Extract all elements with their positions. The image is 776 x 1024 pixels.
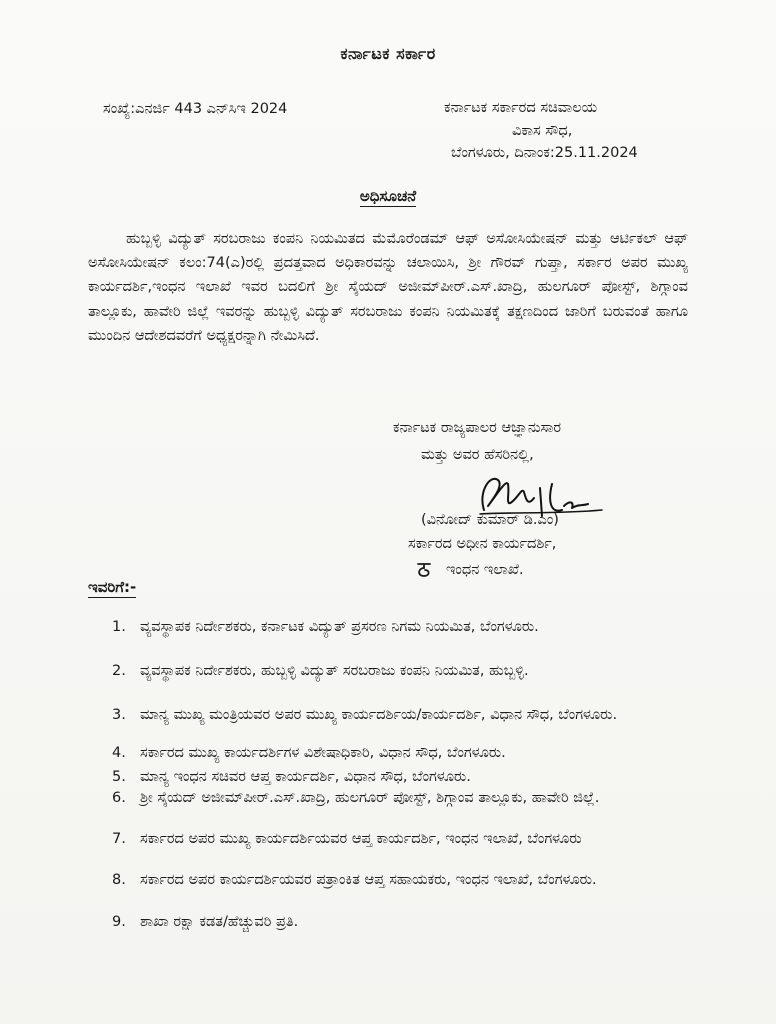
notification-title-text: ಅಧಿಸೂಚನೆ — [359, 187, 417, 205]
address-line-2: ವಿಕಾಸ ಸೌಧ, — [512, 123, 573, 139]
address-line-1: ಕರ್ನಾಟಕ ಸರ್ಕಾರದ ಸಚಿವಾಲಯ — [444, 100, 598, 116]
signatory-designation: ಸರ್ಕಾರದ ಅಧೀನ ಕಾರ್ಯದರ್ಶಿ, — [408, 536, 557, 552]
recipient-number: 1. — [112, 619, 126, 635]
signatory-department — [414, 560, 524, 580]
recipient-number: 4. — [112, 745, 126, 761]
recipient-item — [112, 661, 692, 682]
recipient-number: 9. — [112, 914, 126, 930]
recipient-item — [112, 912, 692, 933]
recipient-text: ಶ್ರೀ ಸೈಯದ್ ಅಜೀಮ್‌ಪೀರ್.ಎಸ್.ಖಾದ್ರಿ, ಹುಲಗೂರ್ ಪೋಸ್ಟ್, ಶಿಗ್ಗಾಂವ ತಾಲ್ಲೂಕು, ಹಾವೇರಿ ಜಿಲ್ಲೆ. — [140, 790, 600, 806]
recipient-item — [112, 870, 692, 891]
recipient-text: ಮಾನ್ಯ ಇಂಧನ ಸಚಿವರ ಆಪ್ತ ಕಾರ್ಯದರ್ಶಿ, ವಿಧಾನ ಸೌಧ, ಬೆಂಗಳೂರು. — [140, 769, 471, 785]
signatory-department-text: ಇಂಧನ ಇಲಾಖೆ. — [446, 562, 524, 578]
recipient-item — [112, 767, 692, 788]
reference-number: ಸಂಖ್ಯೆ:ಎನರ್ಜಿ 443 ಎನ್‌ಸಿಇ 2024 — [103, 101, 288, 117]
recipient-text: ಸರ್ಕಾರದ ಅಪರ ಮುಖ್ಯ ಕಾರ್ಯದರ್ಶಿಯವರ ಆಪ್ತ ಕಾರ್ಯದರ್ಶಿ, ಇಂಧನ ಇಲಾಖೆ, ಬೆಂಗಳೂರು — [140, 831, 582, 847]
recipient-item — [112, 705, 692, 726]
recipients-heading: ಇವರಿಗೆ:- — [88, 578, 137, 596]
recipient-number: 7. — [112, 831, 126, 847]
signatory-name: (ವಿನೋದ್ ಕುಮಾರ್ ಡಿ.ಎಂ) — [421, 512, 559, 528]
recipient-text: ಮಾನ್ಯ ಮುಖ್ಯ ಮಂತ್ರಿಯವರ ಅಪರ ಮುಖ್ಯ ಕಾರ್ಯದರ್ಶಿಯ/ಕಾರ್ಯದರ್ಶಿ, ವಿಧಾನ ಸೌಧ, ಬೆಂಗಳೂರು. — [140, 707, 618, 723]
recipient-text: ಸರ್ಕಾರದ ಮುಖ್ಯ ಕಾರ್ಯದರ್ಶಿಗಳ ವಿಶೇಷಾಧಿಕಾರಿ, ವಿಧಾನ ಸೌಧ, ಬೆಂಗಳೂರು. — [140, 745, 506, 761]
recipient-number: 5. — [112, 769, 126, 785]
stamp-mark-icon — [414, 560, 434, 580]
recipient-text: ಶಾಖಾ ರಕ್ಷಾ ಕಡತ/ಹೆಚ್ಚುವರಿ ಪ್ರತಿ. — [140, 914, 299, 930]
signature-name-of-line: ಮತ್ತು ಅವರ ಹೆಸರಿನಲ್ಲಿ, — [421, 447, 534, 463]
notification-title — [0, 187, 776, 205]
signature-authority-line: ಕರ್ನಾಟಕ ರಾಜ್ಯಪಾಲರ ಆಜ್ಞಾನುಸಾರ — [393, 420, 562, 436]
recipient-item — [112, 829, 692, 850]
notification-body: ಹುಬ್ಬಳ್ಳಿ ವಿದ್ಯುತ್ ಸರಬರಾಜು ಕಂಪನಿ ನಿಯಮಿತದ ಮೆಮೊರೆಂಡಮ್ ಆಫ್ ಅಸೋಸಿಯೇಷನ್ ಮತ್ತು ಆರ್ಟಿಕಲ್ ಆಫ್ ಅಸೋಸಿಯೇಷನ್ ಕಲಂ:74(ಎ)ರಲ್ಲಿ ಪ್ರದತ್ತವಾದ ಅಧಿಕಾರವನ್ನು ಚಲಾಯಿಸಿ, ಶ್ರೀ ಗೌರವ್ ಗುಪ್ತಾ, ಸರ್ಕಾರ ಅಪರ ಮುಖ್ಯ ಕಾರ್ಯದರ್ಶಿ,ಇಂಧನ ಇಲಾಖೆ ಇವರ ಬದಲಿಗೆ ಶ್ರೀ ಸೈಯದ್ ಅಜೀಮ್‌ಪೀರ್.ಎಸ್.ಖಾದ್ರಿ, ಹುಲಗೂರ್ ಪೋಸ್ಟ್, ಶಿಗ್ಗಾಂವ ತಾಲ್ಲೂಕು, ಹಾವೇರಿ ಜಿಲ್ಲೆ ಇವರನ್ನು ಹುಬ್ಬಳ್ಳಿ ವಿದ್ಯುತ್ ಸರಬರಾಜು ಕಂಪನಿ ನಿಯಮಿತಕ್ಕೆ ತಕ್ಷಣದಿಂದ ಜಾರಿಗೆ ಬರುವಂತೆ ಹಾಗೂ ಮುಂದಿನ ಆದೇಶದವರೆಗೆ ಅಧ್ಯಕ್ಷರನ್ನಾಗಿ ನೇಮಿಸಿದೆ. — [88, 231, 688, 344]
recipient-text: ವ್ಯವಸ್ಥಾಪಕ ನಿರ್ದೇಶಕರು, ಕರ್ನಾಟಕ ವಿದ್ಯುತ್ ಪ್ರಸರಣ ನಿಗಮ ನಿಯಮಿತ, ಬೆಂಗಳೂರು. — [140, 619, 539, 635]
address-date-line: ಬೆಂಗಳೂರು, ದಿನಾಂಕ:25.11.2024 — [451, 145, 638, 161]
recipient-number: 8. — [112, 872, 126, 888]
recipient-number: 6. — [112, 790, 126, 806]
recipient-item — [112, 617, 692, 638]
recipient-text: ಸರ್ಕಾರದ ಅಪರ ಕಾರ್ಯದರ್ಶಿಯವರ ಪತ್ರಾಂಕಿತ ಆಪ್ತ ಸಹಾಯಕರು, ಇಂಧನ ಇಲಾಖೆ, ಬೆಂಗಳೂರು. — [140, 872, 597, 888]
recipient-number: 3. — [112, 707, 126, 723]
recipient-item — [112, 788, 692, 809]
recipient-text: ವ್ಯವಸ್ಥಾಪಕ ನಿರ್ದೇಶಕರು, ಹುಬ್ಬಳ್ಳಿ ವಿದ್ಯುತ್ ಸರಬರಾಜು ಕಂಪನಿ ನಿಯಮಿತ, ಹುಬ್ಬಳ್ಳಿ. — [140, 663, 529, 679]
recipient-number: 2. — [112, 663, 126, 679]
document-header-title: ಕರ್ನಾಟಕ ಸರ್ಕಾರ — [340, 44, 436, 63]
recipient-item — [112, 743, 692, 764]
